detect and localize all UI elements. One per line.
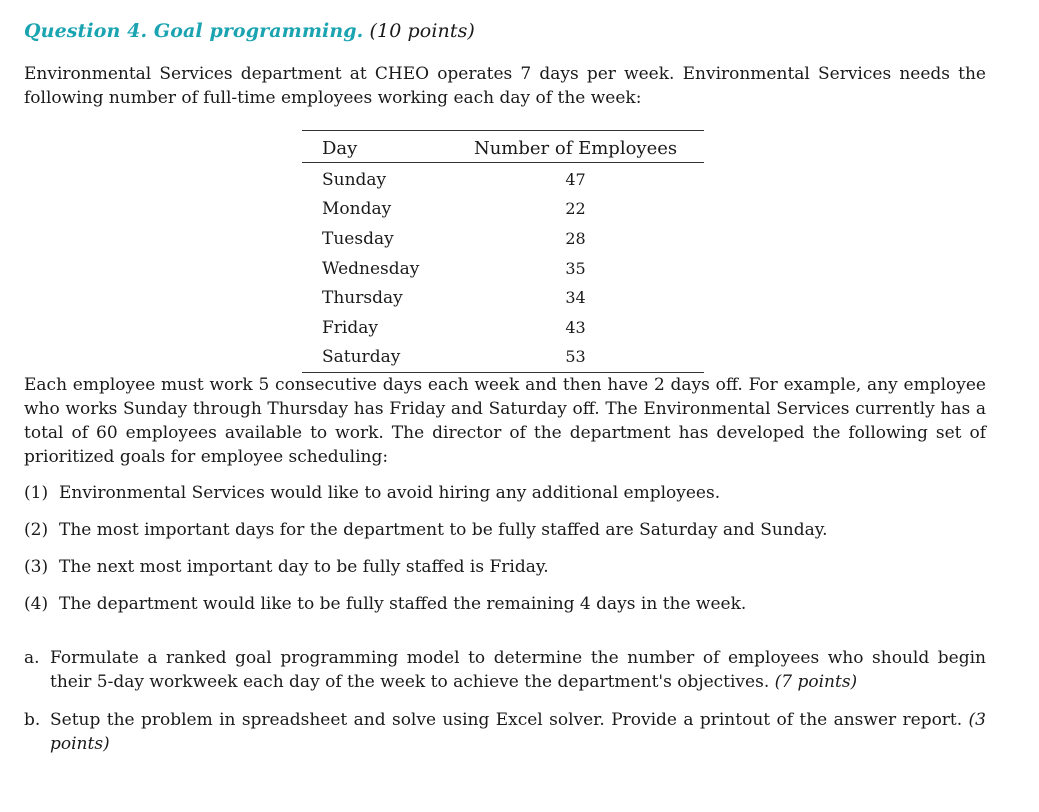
goal-number: (4): [24, 594, 49, 615]
table-row: [302, 195, 704, 225]
cell-day: Thursday: [322, 288, 403, 309]
list-item: [24, 592, 986, 616]
goal-text: The most important days for the department to be fully staffed are Saturday and Sunday.: [59, 520, 828, 541]
part-b: [24, 708, 986, 756]
table-row: [302, 313, 704, 343]
part-text: [50, 708, 986, 756]
question-points: (10 points): [369, 20, 475, 42]
table-row: [302, 224, 704, 254]
cell-day: Wednesday: [322, 258, 420, 279]
goals-list: [24, 481, 986, 616]
demand-table-container: [302, 130, 704, 373]
list-item: [24, 481, 986, 505]
cell-employees: 22: [565, 199, 586, 219]
cell-day: Friday: [322, 317, 378, 338]
question-label: Question 4. Goal programming.: [24, 20, 364, 42]
question-parts: [24, 646, 986, 756]
goal-number: (3): [24, 557, 49, 578]
part-a: [24, 646, 986, 694]
cell-employees: 47: [565, 169, 586, 189]
table-header-row: [302, 131, 704, 163]
goal-number: (2): [24, 520, 49, 541]
cell-employees: 43: [565, 317, 586, 337]
goal-number: (1): [24, 483, 49, 504]
question-heading: [24, 20, 986, 42]
table-row: [302, 254, 704, 284]
constraints-paragraph: Each employee must work 5 consecutive days each week and then have 2 days off. For example, any employee who works Sunday through Thursday has Friday and Saturday off. The Environmental Services currently has a total of 60 employees available to work. The director of the department has developed the following set of prioritized goals for employee scheduling:: [24, 375, 986, 468]
employee-demand-table: [302, 130, 704, 373]
intro-paragraph: Environmental Services department at CHEO operates 7 days per week. Environmental Services needs the following number of full-time employees working each day of the week:: [24, 64, 986, 108]
goal-text: Environmental Services would like to avoid hiring any additional employees.: [59, 483, 721, 504]
part-body: Formulate a ranked goal programming model to determine the number of employees who should begin their 5-day workweek each day of the week to achieve the department's objectives.: [50, 648, 986, 693]
list-item: [24, 555, 986, 579]
cell-employees: 35: [565, 258, 586, 278]
part-text: [50, 646, 986, 694]
table-row: [302, 343, 704, 373]
list-item: [24, 518, 986, 542]
part-points: (7 points): [774, 672, 858, 693]
cell-day: Tuesday: [322, 228, 394, 249]
cell-day: Saturday: [322, 347, 401, 368]
part-label: a.: [24, 648, 40, 669]
goal-text: The department would like to be fully staffed the remaining 4 days in the week.: [59, 594, 747, 615]
cell-employees: 53: [565, 347, 586, 367]
cell-day: Sunday: [322, 169, 387, 190]
table-row: [302, 163, 704, 195]
part-body: Setup the problem in spreadsheet and solve using Excel solver. Provide a printout of the answer report.: [50, 710, 963, 731]
goal-text: The next most important day to be fully staffed is Friday.: [59, 557, 549, 578]
cell-employees: 28: [565, 228, 586, 248]
part-label: b.: [24, 710, 41, 731]
cell-day: Monday: [322, 199, 392, 220]
header-day: Day: [322, 137, 358, 159]
header-employees: Number of Employees: [473, 137, 678, 159]
part-points: (3 points): [50, 710, 986, 755]
cell-employees: 34: [565, 288, 586, 308]
table-row: [302, 283, 704, 313]
document-page: [24, 20, 986, 770]
